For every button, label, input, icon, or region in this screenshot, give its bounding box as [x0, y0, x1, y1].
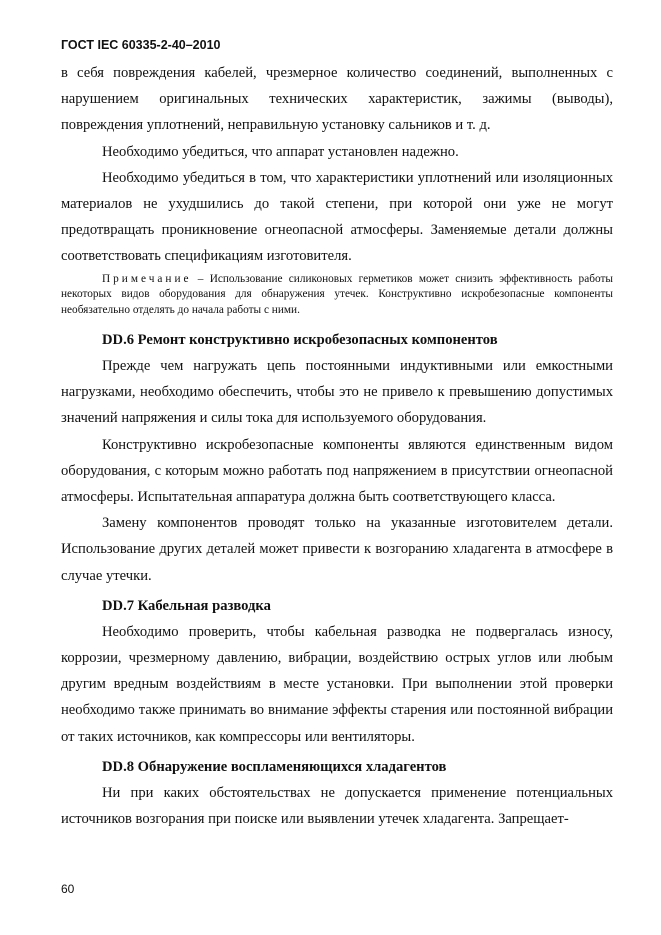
paragraph: Необходимо проверить, чтобы кабельная разводка не подвергалась износу, коррозии, чрезмерному давлению, вибрации, воздействию острых углов или любым другим вредным воздействиям в месте установки. При выполнении этой проверки необходимо также принимать во внимание эффекты старения или постоянной вибрации от таких источников, как компрессоры или вентиляторы.	[61, 623, 613, 745]
note-label: Примечание	[102, 272, 192, 285]
section-heading-dd7: DD.7 Кабельная разводка	[102, 597, 271, 614]
paragraph: Необходимо убедиться, что аппарат установлен надежно.	[102, 143, 459, 160]
page-number: 60	[61, 882, 75, 896]
document-body	[61, 60, 613, 832]
section-heading-dd6: DD.6 Ремонт конструктивно искробезопасных компонентов	[102, 332, 498, 349]
paragraph: Прежде чем нагружать цепь постоянными индуктивными или емкостными нагрузками, необходимо обеспечить, чтобы это не привело к превышению допустимых значений напряжения и силы тока для используемого оборудования.	[61, 358, 613, 427]
paragraph: Замену компонентов проводят только на указанные изготовителем детали. Использование других деталей может привести к возгоранию хладагента в атмосфере в случае утечки.	[61, 515, 613, 584]
paragraph-continuation: в себя повреждения кабелей, чрезмерное количество соединений, выполненных с нарушением оригинальных технических характеристик, зажимы (выводы), повреждения уплотнений, неправильную установку сальников и т. д.	[61, 65, 613, 134]
note-text: – Использование силиконовых герметиков может снизить эффективность работы некоторых видов оборудования для обнаружения утечек. Конструктивно искробезопасные компоненты необязательно отделять до начала работы с ними.	[61, 272, 613, 317]
paragraph: Ни при каких обстоятельствах не допускается применение потенциальных источников возгорания при поиске или выявлении утечек хладагента. Запрещает-	[61, 784, 613, 828]
paragraph: Конструктивно искробезопасные компоненты являются единственным видом оборудования, с которым можно работать под напряжением в присутствии огнеопасной атмосферы. Испытательная аппаратура должна быть соответствующего класса.	[61, 436, 613, 506]
document-header: ГОСТ IEC 60335-2-40–2010	[61, 38, 221, 52]
note	[61, 272, 613, 319]
section-heading-dd8: DD.8 Обнаружение воспламеняющихся хладагентов	[102, 758, 447, 775]
paragraph: Необходимо убедиться в том, что характеристики уплотнений или изоляционных материалов не ухудшились до такой степени, при которой они уже не могут предотвращать проникновение огнеопасной атмосферы. Заменяемые детали должны соответствовать спецификациям изготовителя.	[61, 169, 613, 265]
